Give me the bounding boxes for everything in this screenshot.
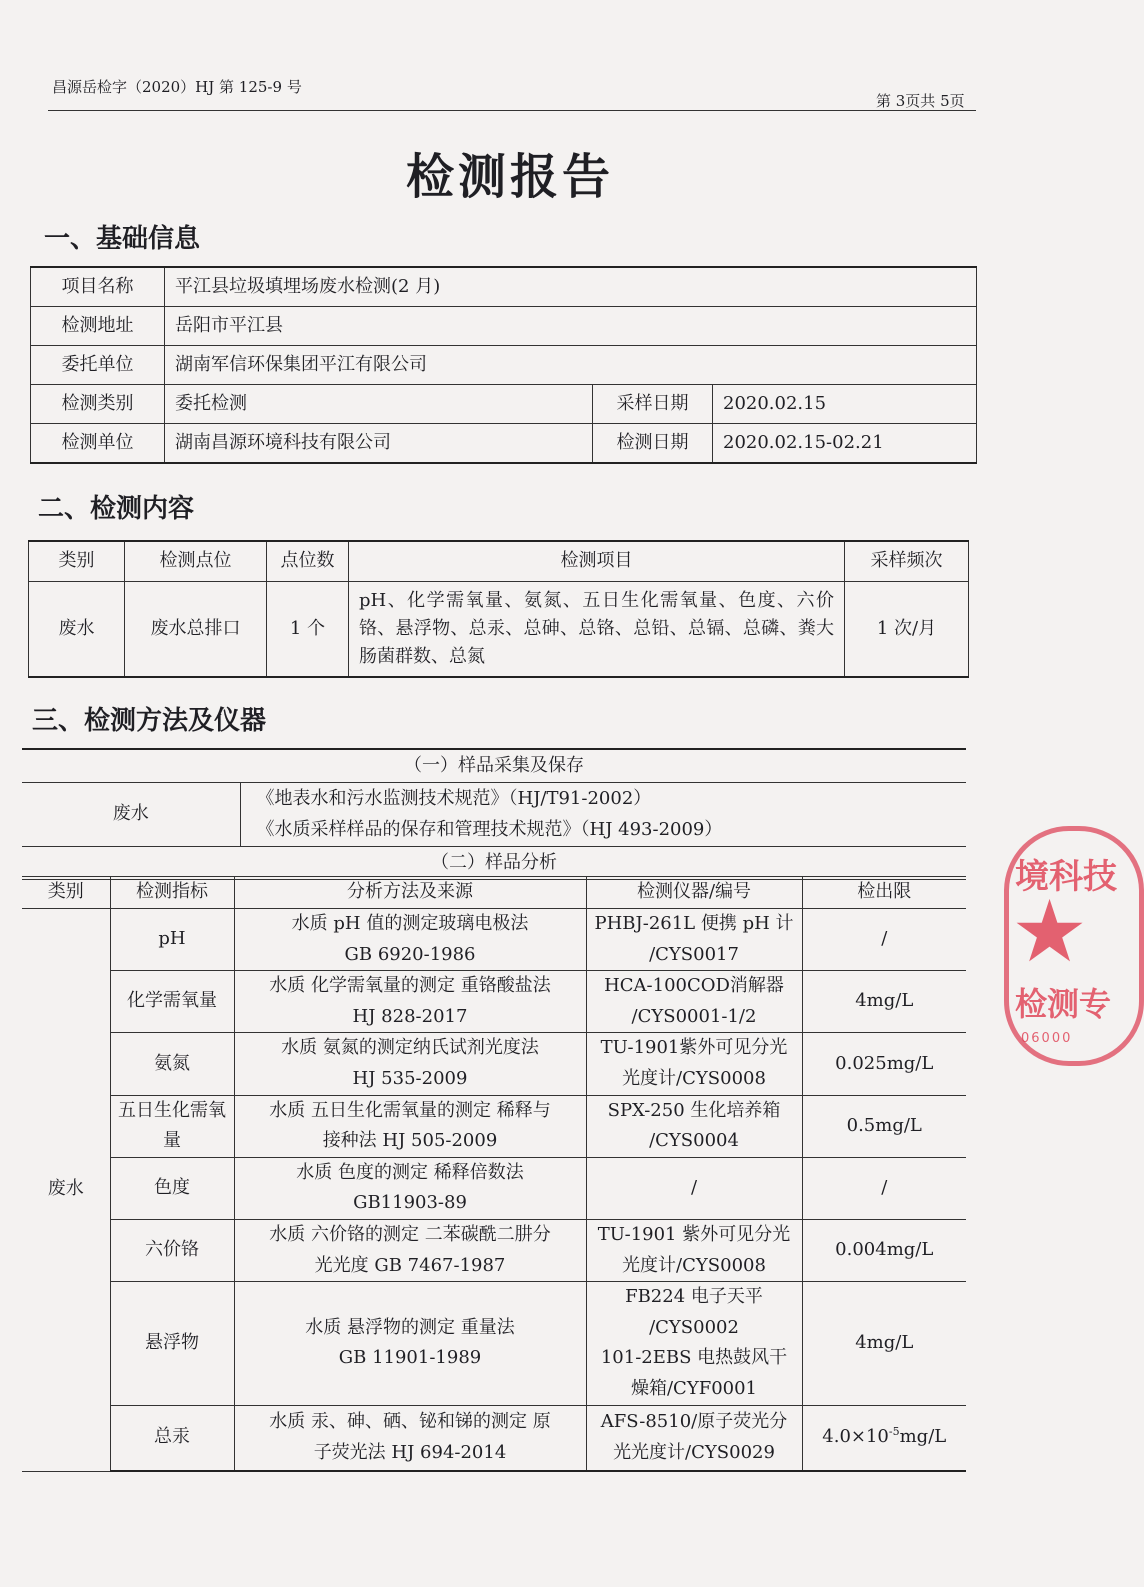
table-row — [22, 1095, 966, 1157]
method-line: 水质 pH 值的测定玻璃电极法 — [291, 913, 529, 934]
instrument-cell — [586, 909, 802, 971]
table-row — [29, 541, 969, 581]
header-count: 点位数 — [267, 541, 349, 581]
limit-base: 4.0×10 — [822, 1426, 889, 1448]
method-line: HJ 535-2009 — [352, 1067, 468, 1089]
table-row — [29, 581, 969, 677]
instrument-line: TU-1901紫外可见分光 — [600, 1037, 788, 1059]
method-line: 水质 色度的测定 稀释倍数法 — [296, 1161, 524, 1183]
page-info: 第 3页共 5页 — [876, 92, 965, 110]
label-sampling-date: 采样日期 — [593, 385, 713, 424]
header-method: 分析方法及来源 — [234, 877, 586, 909]
instrument-cell — [586, 1405, 802, 1471]
header-category: 类别 — [29, 541, 125, 581]
table-row — [22, 1219, 966, 1281]
label-test-type: 检测类别 — [31, 385, 165, 424]
instrument-line: /CYS0017 — [649, 943, 739, 965]
indicator-cell: 色度 — [110, 1157, 234, 1219]
table-row — [31, 307, 977, 346]
method-cell — [234, 1033, 586, 1095]
cell-frequency: 1 次/月 — [845, 581, 969, 677]
indicator-cell: 六价铬 — [110, 1219, 234, 1281]
limit-unit: mg/L — [899, 1426, 947, 1448]
sub1-category: 废水 — [22, 783, 240, 847]
header-items: 检测项目 — [349, 541, 845, 581]
limit-cell: 0.5mg/L — [802, 1095, 966, 1157]
value-test-type: 委托检测 — [165, 385, 593, 424]
table-row — [22, 909, 966, 971]
instrument-line: 光度计/CYS0008 — [622, 1067, 766, 1089]
instrument-line: /CYS0001-1/2 — [631, 1005, 757, 1027]
instrument-line: 燥箱/CYF0001 — [630, 1377, 758, 1399]
indicator-cell: 氨氮 — [110, 1033, 234, 1095]
instrument-cell — [586, 1219, 802, 1281]
table-row — [22, 749, 966, 783]
instrument-line: SPX-250 生化培养箱 — [607, 1099, 781, 1121]
value-client: 湖南军信环保集团平江有限公司 — [165, 346, 977, 385]
label-client: 委托单位 — [31, 346, 165, 385]
sub1-heading: （一）样品采集及保存 — [22, 749, 966, 783]
limit-cell: 4mg/L — [802, 971, 966, 1033]
header-instrument: 检测仪器/编号 — [586, 877, 802, 909]
table-row — [31, 267, 977, 307]
table-row — [22, 1157, 966, 1219]
method-cell — [234, 1282, 586, 1405]
instrument-line: FB224 电子天平 — [625, 1286, 763, 1308]
reference-line: 《地表水和污水监测技术规范》（HJ/T91-2002） — [256, 787, 652, 809]
instrument-line: /CYS0004 — [649, 1130, 739, 1152]
method-line: 水质 五日生化需氧量的测定 稀释与 — [269, 1099, 551, 1121]
header-limit: 检出限 — [802, 877, 966, 909]
indicator-cell: 悬浮物 — [110, 1282, 234, 1405]
limit-exponent: -5 — [888, 1425, 900, 1439]
indicator-cell: pH — [110, 909, 234, 971]
table-row — [22, 1405, 966, 1471]
method-line: 子荧光法 HJ 694-2014 — [313, 1441, 507, 1463]
sample-collection-table — [22, 748, 966, 880]
method-line: 水质 化学需氧量的测定 重铬酸盐法 — [269, 975, 551, 997]
seal-top-text: 境科技 — [1015, 857, 1117, 897]
sub2-heading: （二）样品分析 — [22, 847, 966, 880]
value-address: 岳阳市平江县 — [165, 307, 977, 346]
seal-number: 06000 — [1021, 1031, 1073, 1046]
instrument-line: /CYS0002 — [649, 1316, 739, 1338]
method-cell — [234, 1405, 586, 1471]
test-content-table — [28, 540, 969, 678]
method-line: HJ 828-2017 — [352, 1005, 468, 1027]
table-row — [31, 424, 977, 464]
instrument-line: PHBJ-261L 便携 pH 计 — [594, 913, 794, 934]
limit-cell: 0.025mg/L — [802, 1033, 966, 1095]
table-row — [31, 385, 977, 424]
table-row — [22, 1033, 966, 1095]
indicator-cell: 总汞 — [110, 1405, 234, 1471]
cell-items: pH、化学需氧量、氨氮、五日生化需氧量、色度、六价铬、悬浮物、总汞、总砷、总铬、总铅、总镉、总磷、粪大肠菌群数、总氮 — [349, 581, 845, 677]
instrument-line: AFS-8510/原子荧光分 — [600, 1411, 788, 1433]
instrument-line: HCA-100COD消解器 — [604, 975, 784, 997]
limit-cell: / — [802, 1157, 966, 1219]
limit-cell: 0.004mg/L — [802, 1219, 966, 1281]
method-cell — [234, 1157, 586, 1219]
instrument-line: 光度计/CYS0008 — [622, 1254, 766, 1276]
section1-heading: 一、基础信息 — [44, 224, 201, 254]
table-row — [22, 971, 966, 1033]
analysis-category: 废水 — [22, 909, 110, 1472]
instrument-line: TU-1901 紫外可见分光 — [597, 1223, 791, 1245]
limit-cell: / — [802, 909, 966, 971]
instrument-cell — [586, 1282, 802, 1405]
value-test-unit: 湖南昌源环境科技有限公司 — [165, 424, 593, 464]
method-line: 水质 氨氮的测定纳氏试剂光度法 — [281, 1037, 539, 1059]
cell-category: 废水 — [29, 581, 125, 677]
label-address: 检测地址 — [31, 307, 165, 346]
header-point: 检测点位 — [125, 541, 267, 581]
section3-heading: 三、检测方法及仪器 — [32, 706, 267, 736]
header-indicator: 检测指标 — [110, 877, 234, 909]
table-row — [22, 847, 966, 880]
label-test-date: 检测日期 — [593, 424, 713, 464]
instrument-cell — [586, 1033, 802, 1095]
method-line: 光光度 GB 7467-1987 — [314, 1254, 506, 1276]
table-row — [22, 783, 966, 847]
label-test-unit: 检测单位 — [31, 424, 165, 464]
method-line: 水质 汞、砷、硒、铋和锑的测定 原 — [269, 1411, 551, 1433]
method-line: GB 11901-1989 — [338, 1347, 482, 1369]
method-line: 水质 悬浮物的测定 重量法 — [305, 1316, 515, 1338]
cell-point: 废水总排口 — [125, 581, 267, 677]
sample-analysis-table — [22, 876, 966, 1472]
method-line: GB11903-89 — [353, 1192, 467, 1214]
label-project-name: 项目名称 — [31, 267, 165, 307]
method-cell — [234, 909, 586, 971]
indicator-cell: 五日生化需氧量 — [110, 1095, 234, 1157]
limit-cell — [802, 1405, 966, 1471]
method-cell — [234, 1095, 586, 1157]
method-line: 水质 六价铬的测定 二苯碳酰二肼分 — [269, 1223, 551, 1245]
value-project-name: 平江县垃圾填埋场废水检测(2 月) — [165, 267, 977, 307]
cell-count: 1 个 — [267, 581, 349, 677]
instrument-cell — [586, 1095, 802, 1157]
instrument-cell: / — [586, 1157, 802, 1219]
value-sampling-date: 2020.02.15 — [713, 385, 977, 424]
instrument-cell — [586, 971, 802, 1033]
instrument-line: 光光度计/CYS0029 — [613, 1441, 775, 1463]
header-category: 类别 — [22, 877, 110, 909]
reference-line: 《水质采样样品的保存和管理技术规范》（HJ 493-2009） — [256, 818, 723, 840]
method-cell — [234, 1219, 586, 1281]
report-title: 检测报告 — [405, 149, 614, 205]
report-number: 昌源岳检字（2020）HJ 第 125-9 号 — [52, 78, 302, 96]
table-row — [31, 346, 977, 385]
limit-cell: 4mg/L — [802, 1282, 966, 1405]
method-cell — [234, 971, 586, 1033]
inspection-seal — [1004, 826, 1144, 1066]
instrument-line: 101-2EBS 电热鼓风干 — [600, 1347, 788, 1369]
method-line: GB 6920-1986 — [344, 943, 476, 965]
table-row — [22, 877, 966, 909]
header-rule — [48, 110, 976, 111]
sub1-references — [240, 783, 966, 847]
basic-info-table — [30, 266, 977, 464]
header-frequency: 采样频次 — [845, 541, 969, 581]
seal-middle-text: 检测专 — [1015, 985, 1112, 1023]
method-line: 接种法 HJ 505-2009 — [322, 1130, 498, 1152]
section2-heading: 二、检测内容 — [38, 494, 195, 524]
indicator-cell: 化学需氧量 — [110, 971, 234, 1033]
value-test-date: 2020.02.15-02.21 — [713, 424, 977, 464]
star-icon: ★ — [1011, 882, 1089, 982]
table-row — [22, 1282, 966, 1405]
